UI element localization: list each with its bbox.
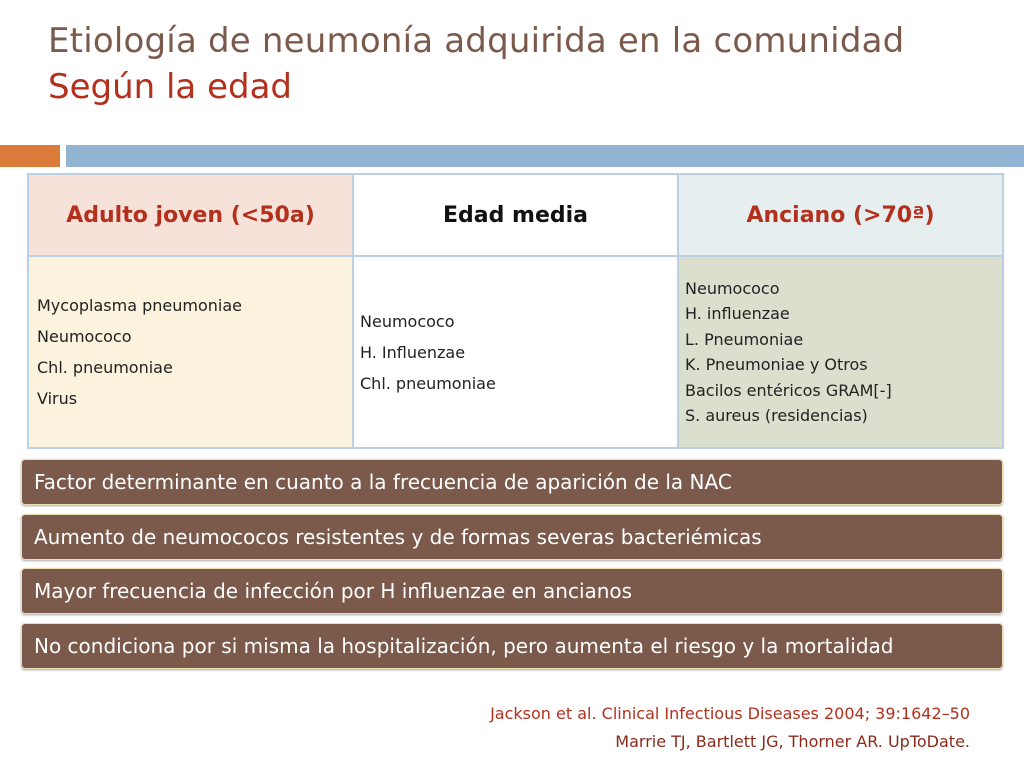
list-item: H. influenzae — [685, 304, 790, 323]
cell-middle-age — [353, 256, 678, 448]
cell-elderly — [678, 256, 1003, 448]
title-subtitle: Según la edad — [48, 67, 292, 107]
list-item: S. aureus (residencias) — [685, 406, 868, 425]
list-item: K. Pneumoniae y Otros — [685, 355, 868, 374]
list-item: Neumococo — [360, 311, 455, 331]
list-item: L. Pneumoniae — [685, 329, 804, 349]
accent-bar-orange — [0, 145, 60, 167]
etiology-table — [27, 173, 1004, 449]
accent-bar-blue — [66, 145, 1024, 167]
pathogen-list-young — [29, 290, 352, 414]
list-item: H. Influenzae — [360, 342, 466, 362]
slide-title — [48, 18, 904, 110]
reference-marrie: Marrie TJ, Bartlett JG, Thorner AR. UpToDate. — [615, 732, 970, 751]
list-item: Neumococo — [37, 327, 132, 346]
reference-jackson: Jackson et al. Clinical Infectious Diseases 2004; 39:1642–50 — [490, 704, 970, 723]
key-points — [21, 459, 1003, 677]
list-item: Virus — [37, 389, 78, 408]
list-item: Mycoplasma pneumoniae — [37, 296, 242, 315]
cell-young-adult — [28, 256, 353, 448]
references — [490, 700, 970, 756]
table-body-row — [28, 256, 1003, 448]
list-item: Bacilos entéricos GRAM[-] — [685, 380, 892, 400]
list-item: Chl. pneumoniae — [360, 373, 496, 393]
key-point-bar: No condiciona por si misma la hospitalización, pero aumenta el riesgo y la mortalidad — [21, 623, 1003, 669]
key-point-bar: Factor determinante en cuanto a la frecuencia de aparición de la NAC — [21, 459, 1003, 505]
header-young-adult: Adulto joven (<50a) — [28, 174, 353, 256]
key-point-bar: Mayor frecuencia de infección por H influenzae en ancianos — [21, 568, 1003, 614]
pathogen-list-middle — [354, 306, 677, 399]
key-point-bar: Aumento de neumococos resistentes y de formas severas bacteriémicas — [21, 514, 1003, 560]
list-item: Neumococo — [685, 278, 780, 298]
list-item: Chl. pneumoniae — [37, 358, 173, 377]
title-main: Etiología de neumonía adquirida en la comunidad — [48, 21, 905, 61]
header-middle-age: Edad media — [353, 174, 678, 256]
header-elderly: Anciano (>70ª) — [678, 174, 1003, 256]
pathogen-list-elderly — [679, 276, 1002, 429]
table-header-row — [28, 174, 1003, 256]
